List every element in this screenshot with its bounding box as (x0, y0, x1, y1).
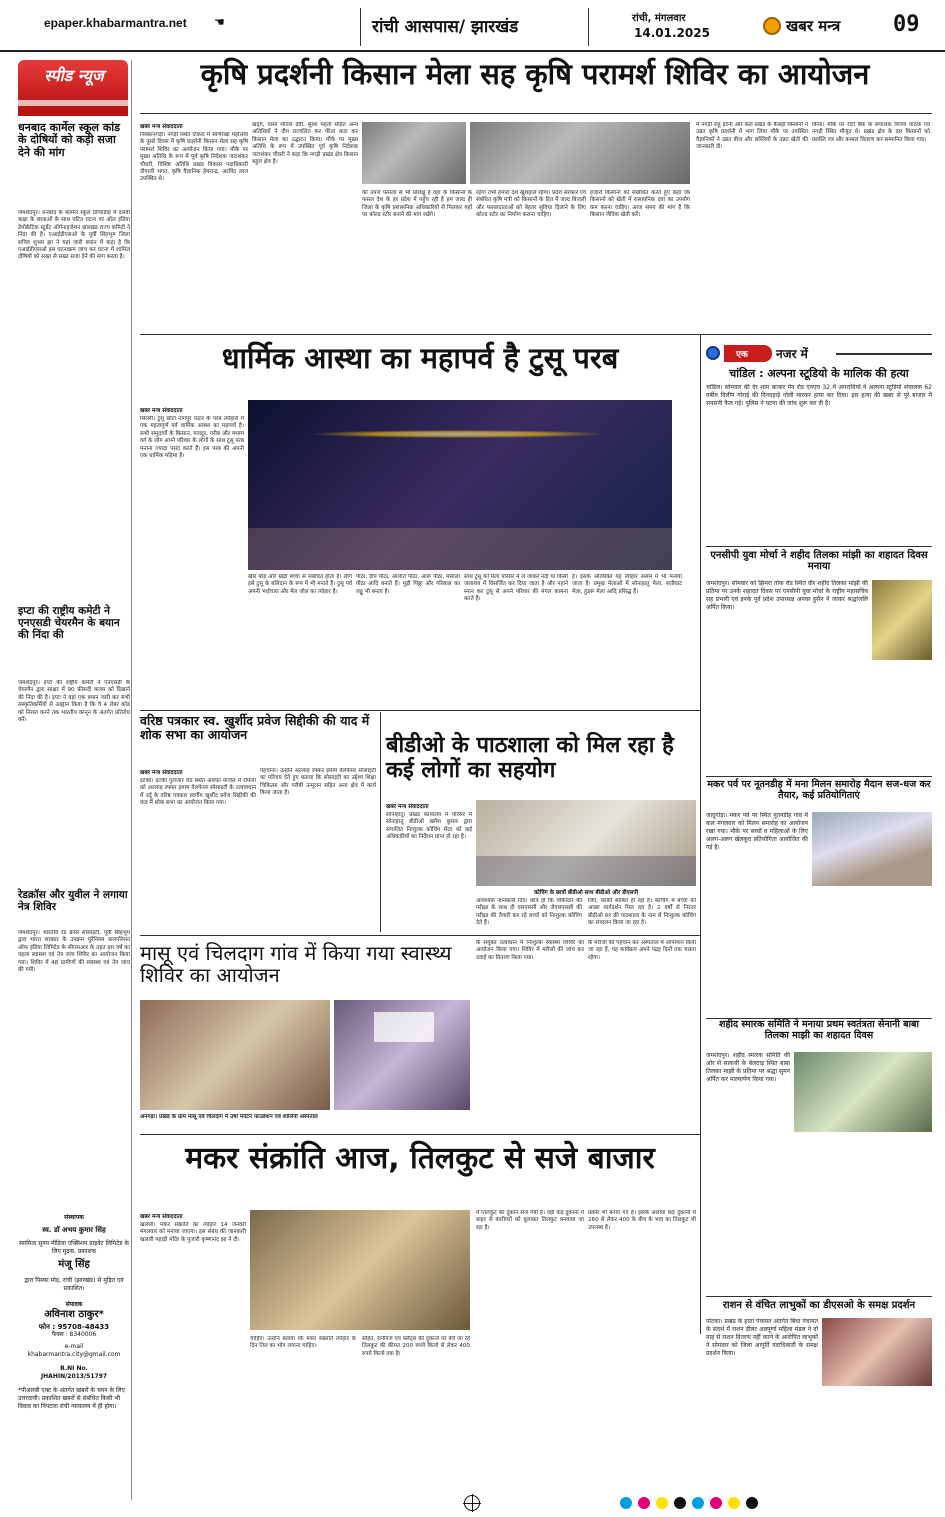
tusu-headline: धार्मिक आस्था का महापर्व है टुसू परब (221, 341, 619, 375)
imprint-title: संस्थापक (64, 1214, 84, 1221)
bdo-byline: खबर मन्त्र संवाददाता (386, 804, 429, 810)
top-story-headline: कृषि प्रदर्शनी किसान मेला सह कृषि परामर्श शिविर का आयोजन (200, 57, 870, 91)
nazar-1-headline: चांडिल : अल्पना स्टूडियो के मालिक की हत्या (729, 367, 909, 380)
masu-body-2: के मरीजों की पहचान कर अस्पताल में ऑपरेशन किया जा रहा है, यह कार्यक्रम अपने पंद्रह दिनों तक चलता रहेगा। (588, 940, 696, 961)
bdo-caption: कोचिंग के छात्रों बीडीओ साथ बीडीओ और डीएसपी (533, 890, 639, 896)
left-story-3-headline: रेडक्रॉस और युवील ने लगाया नेत्र शिविर (18, 889, 128, 913)
founder: स्व. डॉ अभय कुमार सिंह (42, 1226, 106, 1234)
nazar-5-photo (822, 1318, 932, 1386)
publisher: मंजू सिंह (58, 1259, 90, 1270)
tusu-photo (248, 400, 672, 570)
nazar-2-body: जमशेदपुर। सोमवार को झिमरा तोक रोड स्थित वीर शहीद तिलका मांझी की प्रतिमा पर उनके शहादत दिवस पर एनसीपी युवा मोर्चा के राष्ट्रीय महासचिव सह प्रभारी एवं इनके पूर्व प्रदेश उपाध्यक्ष अनवर हुसैन ने जाकर श्रद्धांजलि अर्पित किया। (706, 580, 868, 611)
dateline-city: रांची, मंगलवार (632, 13, 686, 24)
nazar-3-headline: मकर पर्व पर नूतनडीह में मना मिलन समारोह मैदान सज-धज कर तैयार, कई प्रतियोगिताएं (707, 779, 931, 801)
makar-byline: खबर मन्त्र संवाददाता (140, 1214, 183, 1220)
left-story-1-body: जमशेदपुर। धनबाद के कार्मेल स्कूल डिग्वाडीह में दसवीं कक्षा के छात्राओं के साथ घटित घटना पर ऑल इंडिया डेमोक्रेटिक स्टूडेंट ऑर्गनाइजेशन झारखंड राज्य कमिटी ने निंदा की है। एआईडीएसओ के पूर्वी सिंहभूम जिला सचिव शुभम झा ने यहां जारी बयान में कहा है कि एआईडीएसओ इस घटनाक्रम जांच कर घटना में शामिल दोषियों को सख्त से सख्त सजा देने की मांग करता है। (18, 210, 130, 261)
rni-label: R.NI No. (60, 1365, 88, 1372)
footer-registration-mark (464, 1495, 480, 1511)
nazar-1-body: चांडिल। सोमवार की देर शाम बाजार मेन रोड एनएच 32 में अपराधियों ने अल्पना स्टूडियो संचालक 62 वर्षीय दिलीप गोराई की दिनदहाड़े गोली मारकर हत्या कर दिया। इस हत्या की खबर से पूरे बाजार में सनसनी फैल गई। पुलिस ने घटना की जांच शुरू कर दी है। (706, 384, 932, 407)
left-story-2-headline: इप्टा की राष्ट्रीय कमेटी ने एनएसडी चेयरमैन के बयान की निंदा की (18, 605, 120, 641)
speed-stripe (18, 100, 128, 106)
bdo-body-2: आवश्यक जानकारी दिए। छात्र हो कि चौकीदार की परीक्षा के साथ ही एसएससी और जेएसएससी की परीक्षा की तैयारी कर रहे बच्चों को निःशुल्क कोचिंग देते हैं। (476, 898, 582, 927)
tusu-body-4: साथ टुसू को मेला परिसर में ले जाकर नदी या किसी जलाशय में विसर्जित कर दिया जाता है और नहाने स्नान कर टुसू से अपने परिवार की मंगल कामना करते हैं। (464, 574, 568, 603)
masu-headline: मासू एवं चिलदाग गांव में किया गया स्वास्थ्य शिविर का आयोजन (140, 941, 452, 988)
masu-photo-2 (334, 1000, 470, 1110)
editor-label: संपादक (65, 1301, 83, 1308)
makar-photo (250, 1210, 470, 1330)
nazar-label: नजर में (776, 347, 808, 361)
obit-headline: वरिष्ठ पत्रकार स्व. खुर्शीद प्रवेज सिद्दीकी की याद में शोक सभा का आयोजन (140, 713, 370, 742)
nazar-5-body: पोटका। प्रखंड के हाता पंचायत अंतर्गत बिंधा पंचायत के संदर्भ में राशन डीलर अन्नपूर्णा महिला मंडल ने दो माह से राशन वितरण नहीं करने के आरोपित लाभुकों ने सोमवार को जिला आपूर्ति पदाधिकारी के समक्ष प्रदर्शन किया। (706, 1318, 818, 1357)
tusu-byline: खबर मन्त्र संवाददाता (140, 408, 183, 414)
top-story-body-4: रहेगा तभी हमारा देश खुशहाल रहेगा। प्रदेश सरकार एवं संबंधित कृषि मंत्री को किसानों के हित में जल्द बिजली और फसलदाताओं को बेहतर सुविधा दिलाने के लिए कोल्ड स्टोर का निर्माण कराना चाहिए। (476, 190, 586, 219)
masu-body-1: के संयुक्त तत्वाधान में निःशुल्क स्वास्थ्य शिविर का आयोजन किया गया। शिविर में मरीजों की जांच कर दवाई का वितरण किया गया। (476, 940, 584, 961)
makar-body-3: सहित, रानीगंज एवं फ्लैट्स की दुकानों पर बेचे जा रहे तिलकुट की कीमत 200 रुपये किलो से लेकर 400 रुपये किलो तक है। (362, 1336, 470, 1357)
nazar-eye-icon (706, 346, 720, 360)
email[interactable]: khabarmantra.city@gmail.com (27, 1351, 121, 1358)
left-story-2-body: जमशेदपुर। इप्टा की राष्ट्रीय कमेटी ने एनएसडी के चेयरमैन द्वारा साक्षर में 90 फ़ीसदी कलम को दिखाने की निंदा की है। इप्टा ने यहां एक बयान जारी कर सभी संस्कृतिकर्मियों से आह्वान किया है कि वे 4 लेबर कोड को निरस्त करने तक भारतीय कानून के अंतर्गत प्रतिरोध करें। (18, 680, 130, 724)
top-story-body-2: खड्ग, पासा शीतल देवी, सुरेश महतो सहित अन्य अतिथियों ने दीप प्रज्वलित कर फीता काट कर किसान मेला का उद्घाटन किया। मौके पर मुख्य अतिथि के रूप में उपस्थित पूर्व कृषि निदेशक जटाशंकर चौधरी ने कहा कि नगड़ी प्रखंड क्षेत्र किसान बहुल क्षेत्र है। (252, 122, 358, 166)
tusu-body-3: पीठा, डीप पीठा, आलति पीठा, आरू पीठा, मसाला पीठा आदि बनाते हैं। मुड़ी पिठ्ठा और गरिबाल का लड्डू भी बनता है। (356, 574, 460, 595)
makar-body-2: चाहिए। उन्होंने बताया कि मकर संक्रांति त्योहार के दिन तिल का भोग लगाना चाहिए। (250, 1336, 356, 1350)
top-story-body-7: किया। मौके पर रोटी बैंक के संचालक विजय पाठक एवं नगड़ी स्थित मौजूद थे। प्रखंड क्षेत्र के दस किसानों को प्रशस्ति पत्र और कम्बल वितरण कर सम्मानित किया गया। (812, 122, 930, 143)
tusu-body-5: है। इसके अतिरिक्त यह त्योहार असम में भी मनाया जाता है। प्रमुख मेलाओं में सोनाहातू मेला, सतीघाट मेला, हुंडरू मेला आदि प्रसिद्ध हैं। (572, 574, 682, 595)
dateline-date: 14.01.2025 (634, 26, 710, 40)
imprint (18, 1210, 130, 1500)
brand-logo-icon (763, 17, 781, 35)
speed-news-badge (18, 60, 128, 116)
cursor-icon: ☚ (214, 15, 225, 29)
obit-byline: खबर मन्त्र संवाददाता (140, 770, 183, 776)
speed-news-label: स्पीड न्यूज (44, 66, 104, 85)
makar-body-5: प्रकार भी बनाए गए हैं। इसके अलावा कई दुकानों में 260 से लेकर 400 के बीच के भाव का तिलकुट भी उपलब्ध है। (588, 1210, 696, 1231)
usha-banner (374, 1012, 434, 1042)
left-column (14, 60, 132, 1500)
email-label: e-mail (64, 1343, 84, 1350)
page-number: 09 (893, 12, 920, 37)
nazar-4-body: जमशेदपुर। शहीद स्मारक समिति की ओर से साकची के बेलदाड़ स्थित बाबा तिलका माझी के प्रतिमा पर श्रद्धा सुमन अर्पित कर माल्यार्पण किया गया। (706, 1052, 790, 1083)
top-story-photo-1 (362, 122, 466, 184)
nazar-2-photo (872, 580, 932, 660)
bdo-photo (476, 800, 696, 886)
nazar-5-headline: राशन से वंचित लाभुकों का डीएसओ के समक्ष प्रदर्शन (722, 1300, 916, 1311)
owner-line: स्वामित्व सुनय मीडिया एक्सिशन प्राइवेट लिमिटेड के लिए मुद्रक, प्रकाशक (19, 1240, 129, 1255)
editor: अविनाश ठाकुर* (44, 1309, 104, 1320)
masu-photo-1 (140, 1000, 330, 1110)
top-story-photo-2 (470, 122, 690, 184)
nazar-4-photo (794, 1052, 932, 1132)
obit-body-1: इटकी। इटकी गुलजार रोड स्थित आरफा मंजिल में रफिया को अल्लाह रफ्फर इमाम वेलफेयर सोसाइटी के तत्वावधान में उर्दू के वरिष्ठ पत्रकार स्वर्गीय खुर्शीद प्रवेज सिद्दीकी की याद में शोक सभा का आयोजन किया गया। (140, 778, 256, 807)
top-story-body-5: हजारों किसानों को संबोधित करते हुए कहा कि किसानों को खेती में रासायनिक दवा का उपयोग कम करना चाहिए। आज समय की मांग है कि किसान जैविक खेती करें। (590, 190, 690, 219)
tusu-body-2: खीर बड़ि और खड़ी बच्चा से संबंधित होता है। लोग इसे टुसू के बलिदान के रूप में भी मनाते हैं। टुसू पर्व अपनी भाईचारा और मेल जोल का त्योहार है। (248, 574, 352, 595)
top-story-byline: खबर मन्त्र संवाददाता (140, 124, 183, 130)
nazar-header (706, 344, 932, 364)
bdo-body-1: सोनाहातू। प्रखंड कार्यालय में परिसर में सोनाहातू बीडीओ खगेश कुमार द्वारा संचालित निःशुल्क कोचिंग सेंटर को कई अधिकारियों का निर्देशन प्राप्त हो रहा है। (386, 812, 472, 841)
makar-body-1: खलारी। मकर संक्रांति का त्योहार 14 जनवरी मंगलवार को मनाया जाएगा। इस संबंध की जानकारी खलारी पहाड़ी मंदिर के पुजारी कृष्णानंद झा ने दी। (140, 1222, 246, 1243)
left-story-3-body: जमशेदपुर। भारतीय रेड क्रॉस सोसाइटी, पूर्वी सिंहभूम द्वारा भारत सरकार के उपक्रम यूरेनियम कारपोरेशन ऑफ इंडिया लिमिटेड के सीएसआर के तहत इस वर्ष का पहला स्वास्थ्य एवं नेत्र जांच शिविर का आयोजन किया गया। शिविर में 48 ग्रामीणों की स्वास्थ्य एवं नेत्र जांच की गयी। (18, 930, 130, 974)
brand-name: खबर मन्त्र (786, 17, 841, 35)
nazar-4-headline: शहीद स्मारक समिति ने मनाया प्रथम स्वतंत्रता सेनानी बाबा तिलका माझी का शहादत दिवस (719, 1019, 919, 1041)
nazar-3-photo (812, 812, 932, 886)
fax: फैक्स : 8340006 (51, 1331, 97, 1338)
top-story-body-6: में नगड़ी राहू इंटर्नी और कर्रा प्रखंड के कैबड़ी किसानों ने उन्नत कृषि प्रदर्शनी में भाग लिया मौके पर उपस्थित वैज्ञानिकों ने उन्नत बीज और सब्जियों के उन्नत खेती की जानकारी दी। (696, 122, 808, 151)
obit-body-2: पहचाना। उन्होंने अल्लाह रफ्फर इमाम वेलफेयर सोसाइटी का परिचय देते हुए बताया कि सोसाइटी का उद्देश्य शिक्षा चिकित्सा और गरीबी उन्मूलन सहित अन्य क्षेत्र में कार्य किया जाता है। (260, 768, 376, 797)
disclaimer: *पीआरबी एक्ट के अंतर्गत खबरों के चयन के लिए उत्तरदायी। प्रकाशित खबरों से संबंधित किसी भी विवाद का निपटारा रांची न्यायालय में ही होगा। (18, 1387, 125, 1410)
tusu-body-1: सिल्ली। टुसू छोटा नागपुर पठार के परब त्योहारों में एक महत्वपूर्ण पर्व धार्मिक आस्था का महापर्व है। सभी समुदायों के किसान, मजदूर, गरीब और मध्यम वर्ग के लोग अपने परिवार के लोगों के साथ टुसू परब मनाना ज्यादा पसंद करते हैं। इस परब की अपनी एक धार्मिक महिमा है। (140, 416, 244, 460)
bdo-body-3: लिए, काफ़ी साबित हो रहा है। कोचिंग में बच्चों को अच्छा मार्गदर्शन मिल रहा है। 2 वर्षों से निरंतर बीडीओ सर की पाठशाला के नाम से निःशुल्क कोचिंग का संचालन किया जा रहा है। (588, 898, 696, 927)
nazar-ek-badge (724, 345, 772, 362)
section-title: रांची आसपास/ झारखंड (372, 17, 519, 37)
epaper-url[interactable]: epaper.khabarmantra.net (44, 16, 187, 30)
nazar-ek-label: एक (736, 350, 748, 360)
makar-body-4: में तिलकुट की दुकानें सज गयी हैं। वहीं कई दुकानों में बाहर से कारीगरों को बुलाकर तिलकुट बनवाया जा रहा है। (476, 1210, 584, 1231)
nazar-3-body: जादूगोड़ा। मकर पर्व पर स्थित नूतनडीह गांव में कल मंगलवार को मिलन समारोह का आयोजन रखा गया। मौके पर बच्चों व महिलाओं के लिए अलग-अलग खेलकूद प्रतियोगिता आयोजित की गई है। (706, 812, 808, 851)
top-story-body-3: की उपज फसलों से भी प्रशिक्षु है वहां के किसानों के फसल देश के हर प्रदेश में पहुँच रही है हम जल्द ही जिला के कृषि प्रशासनिक अधिकारियों से मिलकर यहाँ पर कोल्ड स्टोर बनाने की मांग रखेंगे। (362, 190, 472, 219)
masu-caption: अनगड़ा। प्रखंड के ग्राम मासू एवं चिलदाग में उषा मार्टिन फाउंडेशन एवं शालिनी अस्पताल (140, 1114, 318, 1120)
makar-headline: मकर संक्रांति आज, तिलकुट से सजे बाजार (185, 1141, 655, 1176)
color-registration-strip (620, 1497, 920, 1509)
press-line: द्वारा पिस्का मोड़, रांची (झारखंड) से मुद्रित एवं प्रकाशित। (24, 1277, 124, 1292)
phone: फोन : 95708-48433 (38, 1323, 110, 1331)
top-story-body-1: पिस्कानगड़ी। नगड़ी स्थित टिकरा में स्वर्णरेखा महोत्सव के दूसरे दिवस में कृषि प्रदर्शनी किसान मेला सह कृषि परामर्श शिविर का आयोजन किया गया। मौके पर मुख्य अतिथि के रूप में पूर्व कृषि निदेशक जटाशंकर चौधरी, विशिष्ट अतिथि प्रखंड विकास पदाधिकारी दीपाली भगत, कृषि वैज्ञानिक हेमचन्द्र, अरविंद लाल उपस्थित थे। (140, 132, 248, 183)
left-story-1-headline: धनबाद कार्मेल स्कूल कांड के दोषियों को कड़ी सजा देने की मांग (18, 121, 121, 159)
nazar-2-headline: एनसीपी युवा मोर्चा ने शहीद तिलका मांझी का शहादत दिवस मनाया (710, 550, 928, 573)
bdo-headline: बीडीओ के पाठशाला को मिल रहा है कई लोगों का सहयोग (386, 733, 674, 783)
masthead (0, 0, 945, 52)
rni: JHAHIN/2013/51797 (40, 1373, 108, 1380)
